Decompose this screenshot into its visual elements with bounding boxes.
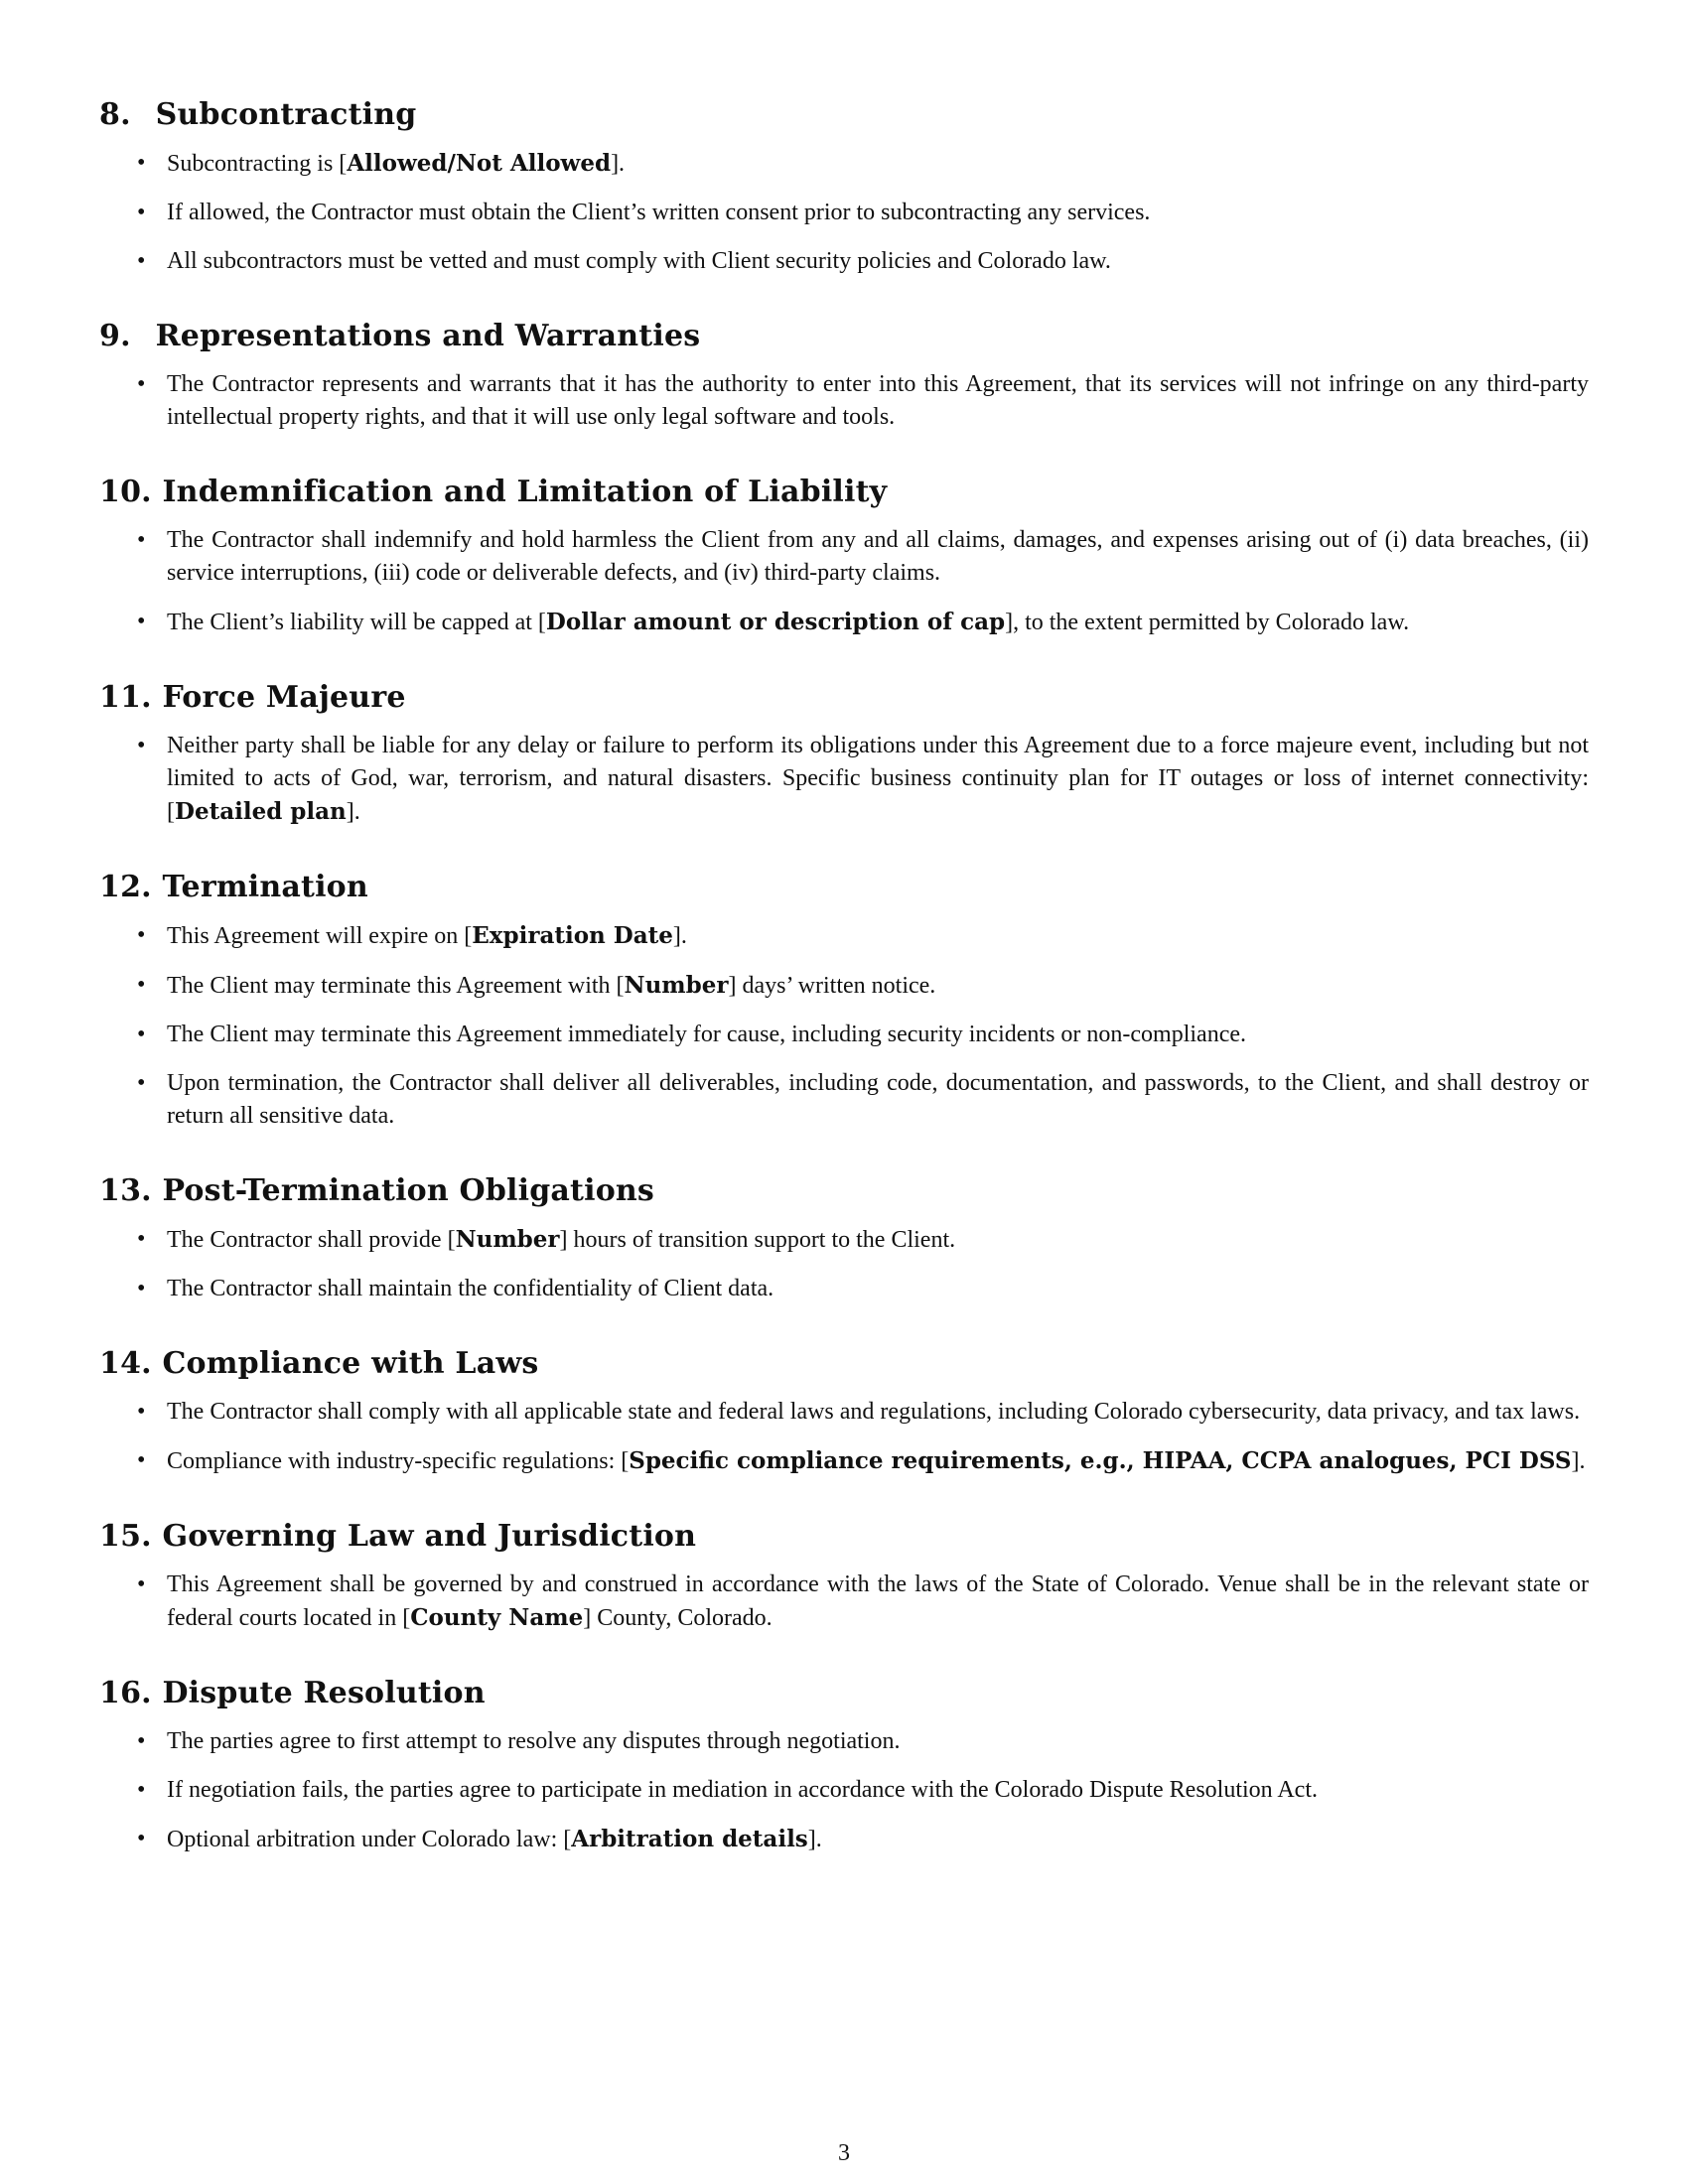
list-item: • Neither party shall be liable for any delay or failure to perform its obligations under this Agreement due to a force majeure event, including but not limited to acts of God, war, terrorism, and natural disasters. Specific business continuity plan for IT outages or loss of internet connectivity: [Detailed plan]. xyxy=(99,730,1589,829)
page-number: 3 xyxy=(838,2140,850,2166)
list-item: • Compliance with industry-specific regulations: [Specific compliance requirements, e.g., HIPAA, CCPA analogues, PCI DSS]. xyxy=(99,1444,1589,1478)
list-item: • The Contractor shall indemnify and hold harmless the Client from any and all claims, damages, and expenses arising out of (i) data breaches, (ii) service interruptions, (iii) code or deliverable defects, and (iv) third-party claims. xyxy=(99,524,1589,590)
section-8 xyxy=(99,97,1589,278)
list-item: • The Contractor shall comply with all applicable state and federal laws and regulations, including Colorado cybersecurity, data privacy, and tax laws. xyxy=(99,1396,1589,1429)
bullet-list xyxy=(99,919,1589,1133)
list-item: • The Contractor shall provide [Number] hours of transition support to the Client. xyxy=(99,1223,1589,1257)
bullet-list xyxy=(99,1569,1589,1635)
list-item: • The Contractor shall maintain the confidentiality of Client data. xyxy=(99,1273,1589,1305)
section-11 xyxy=(99,680,1589,829)
list-item: • Subcontracting is [Allowed/Not Allowed]. xyxy=(99,147,1589,181)
section-heading: 8. Subcontracting xyxy=(99,97,417,132)
list-item: • The Client may terminate this Agreement immediately for cause, including security incidents or non-compliance. xyxy=(99,1019,1589,1051)
section-15 xyxy=(99,1519,1589,1635)
list-item: • The Contractor represents and warrants that it has the authority to enter into this Agreement, that its services will not infringe on any third-party intellectual property rights, and that it will use only legal software and tools. xyxy=(99,368,1589,434)
list-item: • All subcontractors must be vetted and must comply with Client security policies and Colorado law. xyxy=(99,245,1589,278)
section-13 xyxy=(99,1173,1589,1305)
section-16 xyxy=(99,1676,1589,1856)
bullet-list xyxy=(99,1725,1589,1856)
list-item: • The parties agree to first attempt to resolve any disputes through negotiation. xyxy=(99,1725,1589,1758)
section-heading: 9. Representations and Warranties xyxy=(99,319,701,353)
section-12 xyxy=(99,870,1589,1133)
section-heading: 10. Indemnification and Limitation of Liability xyxy=(99,475,888,509)
bullet-list xyxy=(99,368,1589,434)
list-item: • Upon termination, the Contractor shall deliver all deliverables, including code, documentation, and passwords, to the Client, and shall destroy or return all sensitive data. xyxy=(99,1067,1589,1133)
list-item: • The Client may terminate this Agreement with [Number] days’ written notice. xyxy=(99,969,1589,1003)
list-item: • If negotiation fails, the parties agree to participate in mediation in accordance with the Colorado Dispute Resolution Act. xyxy=(99,1774,1589,1807)
section-heading: 12. Termination xyxy=(99,870,368,904)
section-9 xyxy=(99,319,1589,434)
bullet-list xyxy=(99,730,1589,829)
section-heading: 15. Governing Law and Jurisdiction xyxy=(99,1519,697,1554)
list-item: • The Client’s liability will be capped at [Dollar amount or description of cap], to the extent permitted by Colorado law. xyxy=(99,606,1589,639)
section-heading: 16. Dispute Resolution xyxy=(99,1676,486,1710)
bullet-list xyxy=(99,1223,1589,1305)
section-10 xyxy=(99,475,1589,639)
section-14 xyxy=(99,1346,1589,1478)
list-item: • If allowed, the Contractor must obtain the Client’s written consent prior to subcontracting any services. xyxy=(99,197,1589,229)
document-page xyxy=(99,97,1589,1897)
bullet-list xyxy=(99,524,1589,639)
bullet-list xyxy=(99,1396,1589,1478)
section-heading: 11. Force Majeure xyxy=(99,680,406,715)
list-item: • Optional arbitration under Colorado law: [Arbitration details]. xyxy=(99,1823,1589,1856)
section-heading: 13. Post-Termination Obligations xyxy=(99,1173,655,1208)
section-heading: 14. Compliance with Laws xyxy=(99,1346,539,1381)
bullet-list xyxy=(99,147,1589,278)
list-item: • This Agreement will expire on [Expiration Date]. xyxy=(99,919,1589,953)
list-item: • This Agreement shall be governed by and construed in accordance with the laws of the State of Colorado. Venue shall be in the relevant state or federal courts located in [County Name] County, Colorado. xyxy=(99,1569,1589,1635)
